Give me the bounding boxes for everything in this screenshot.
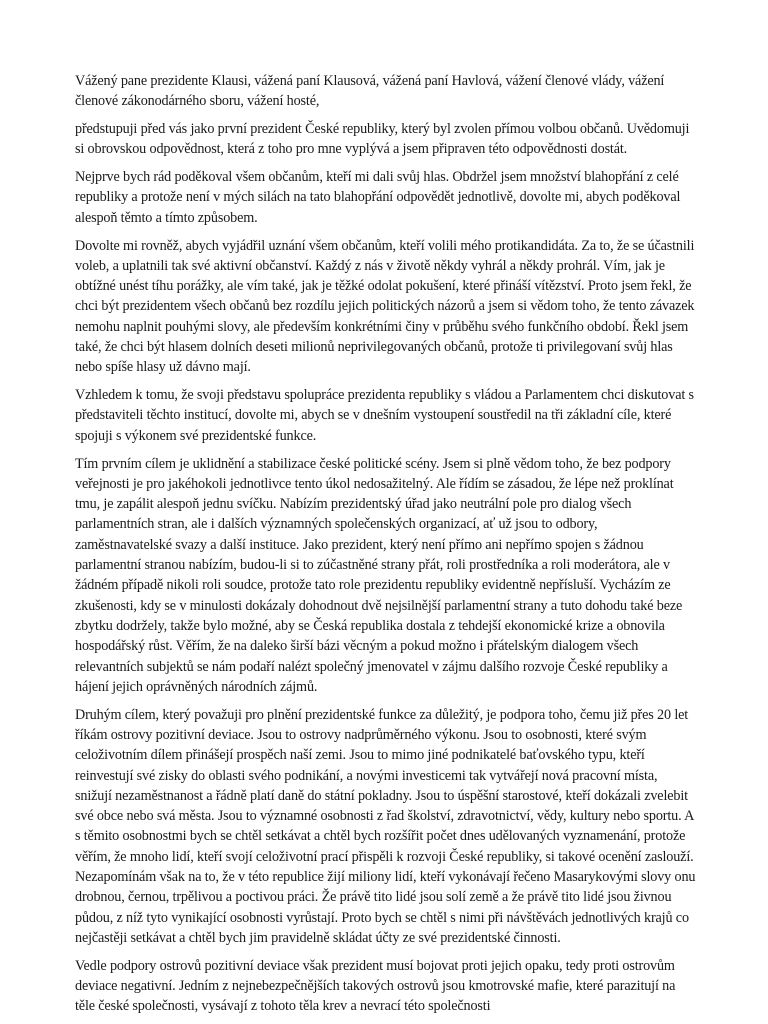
- paragraph-introduction: předstupuji před vás jako první prezident České republiky, který byl zvolen přímou volbou občanů. Uvědomuji si obrovskou odpovědnost, která z toho pro mne vyplývá a jsem připraven této odpovědnosti dostát.: [75, 121, 690, 158]
- paragraph-thanks: Nejprve bych rád poděkoval všem občanům, kteří mi dali svůj hlas. Obdržel jsem množství blahopřání z celé republiky a protože není v mých silách na tato blahopřání odpovědět jednotlivě, dovolte mi, abych poděkoval alespoň těmto a tímto způsobem.: [75, 169, 681, 226]
- paragraph-greeting: Vážený pane prezidente Klausi, vážená paní Klausová, vážená paní Havlová, vážení členové vlády, vážení členové zákonodárného sboru, vážení hosté,: [75, 73, 665, 110]
- paragraph-first-goal: Tím prvním cílem je uklidnění a stabilizace české politické scény. Jsem si plně vědom toho, že bez podpory veřejnosti je pro jakéhokoli jednotlivce tento úkol nedosažitelný. Ale řídím se zásadou, že lépe než proklínat tmu, je zapálit alespoň jednu svíčku. Nabízím prezidentský úřad jako neutrální pole pro dialog všech parlamentních stran, ale i dalších významných společenských organizací, ať už jsou to odbory, zaměstnavatelské svazy a další instituce. Jako prezident, který není přímo ani nepřímo spojen s žádnou parlamentní stranou nabízím, budou-li si to zúčastněné strany přát, roli prostředníka a roli moderátora, ale v žádném případě nikoli roli soudce, protože tato role prezidentu republiky evidentně nepřísluší. Vycházím ze zkušenosti, kdy se v minulosti dokázaly dohodnout dvě nejsilnější parlamentní strany a tuto dohodu také beze zbytku dodržely, takže bylo možné, aby se Česká republika dostala z tehdejší ekonomické krize a obnovila hospodářský růst. Věřím, že na daleko širší bázi věcným a pokud možno i přátelským dialogem všech relevantních subjektů se nám podaří nalézt společný jmenovatel v zájmu dalšího rozvoje České republiky a hájení jejich oprávněných národních zájmů.: [75, 455, 683, 695]
- document-page: [75, 71, 697, 1024]
- paragraph-goals: Vzhledem k tomu, že svoji představu spolupráce prezidenta republiky s vládou a Parlamentem chci diskutovat s představiteli těchto institucí, dovolte mi, abych se v dnešním vystoupení soustředil na tři základní cíle, které spojuji s výkonem své prezidentské funkce.: [75, 387, 694, 444]
- paragraph-second-goal: Druhým cílem, který považuji pro plnění prezidentské funkce za důležitý, je podpora toho, čemu již přes 20 let říkám ostrovy pozitivní deviace. Jsou to ostrovy nadprůměrného výkonu. Jsou to osobnosti, které svým celoživotním dílem přinášejí prospěch naší zemi. Jsou to mimo jiné podnikatelé baťovského typu, kteří reinvestují své zisky do oblasti svého podnikání, a novými investicemi tak vytvářejí nová pracovní místa, snižují nezaměstnanost a řádně platí daně do státní pokladny. Jsou to úspěšní starostové, kteří dokázali zvelebit své obce nebo svá města. Jsou to významné osobnosti z řad školství, zdravotnictví, vědy, kultury nebo sportu. A s těmito osobnostmi bych se chtěl setkávat a chtěl bych rozšířit počet dnes udělovaných vyznamenání, protože věřím, že mnoho lidí, kteří svojí celoživotní prací přispěli k rozvoji České republiky, si takové ocenění zaslouží. Nezapomínám však na to, že v této republice žijí miliony lidí, kteří vykonávají řečeno Masarykovými slovy onu drobnou, černou, trpělivou a poctivou práci. Že právě tito lidé jsou solí země a že právě tito lidé jsou živnou půdou, z níž tyto vynikající osobnosti vyrůstají. Proto bych se chtěl s nimi při návštěvách jednotlivých krajů co nejčastěji setkávat a chtěl bych jim pravidelně skládat účty ze své prezidentské činnosti.: [75, 706, 696, 946]
- paragraph-recognition: Dovolte mi rovněž, abych vyjádřil uznání všem občanům, kteří volili mého protikandidáta. Za to, že se účastnili voleb, a uplatnili tak své aktivní občanství. Každý z nás v životě někdy vyhrál a někdy prohrál. Vím, jak je obtížné unést tíhu porážky, ale vím také, jak je těžké odolat pokušení, které přináší vítězství. Proto jsem řekl, že chci být prezidentem všech občanů bez rozdílu jejich politických názorů a jsem si vědom toho, že tento závazek nemohu naplnit pouhými slovy, ale především konkrétními činy v průběhu svého funkčního období. Řekl jsem také, že chci být hlasem dolních deseti milionů neprivilegovaných občanů, protože ti privilegovaní svůj hlas nebo spíše hlasy už dávno mají.: [75, 237, 695, 376]
- paragraph-negative-deviation: Vedle podpory ostrovů pozitivní deviace však prezident musí bojovat proti jejich opaku, tedy proti ostrovům deviace negativní. Jedním z nejnebezpečnějších takových ostrovů jsou kmotrovské mafie, které parazitují na těle české společnosti, vysávají z tohoto těla krev a nevrací této společnosti: [75, 957, 676, 1015]
